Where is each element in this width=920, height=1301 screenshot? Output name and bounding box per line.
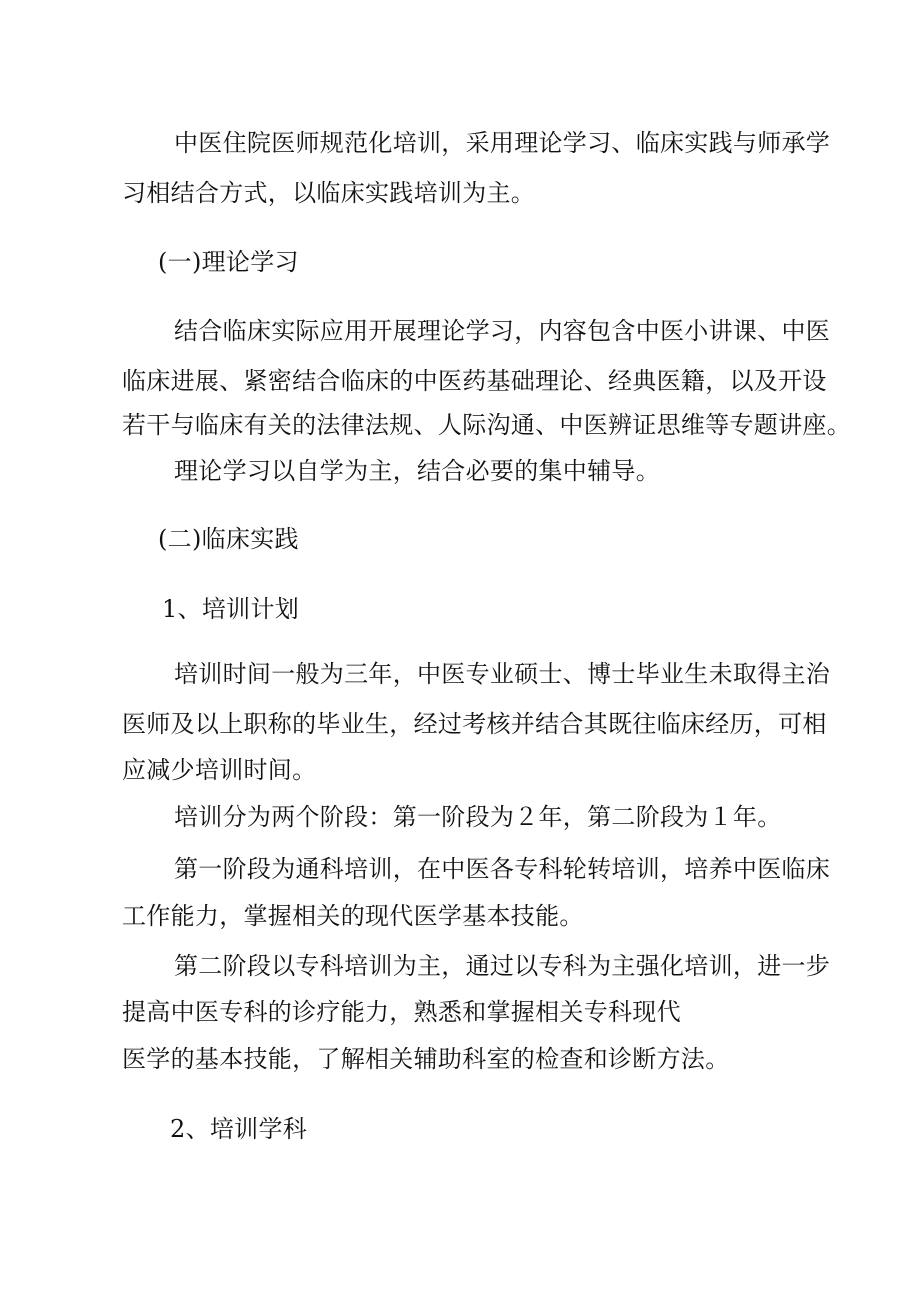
paragraph-7-line-1: 第二阶段以专科培训为主，通过以专科为主强化培训，进一步 [174, 952, 831, 980]
subheading-training-plan: 1、培训计划 [162, 595, 300, 623]
paragraph-4-line-1: 培训时间一般为三年，中医专业硕士、博士毕业生未取得主治 [174, 660, 831, 688]
paragraph-5: 培训分为两个阶段：第一阶段为２年，第二阶段为１年。 [174, 803, 782, 831]
paragraph-6-line-2: 工作能力，掌握相关的现代医学基本技能。 [122, 902, 584, 930]
paragraph-2-line-1: 结合临床实际应用开展理论学习，内容包含中医小讲课、中医 [174, 317, 831, 345]
section-heading-clinical-practice: (二)临床实践 [158, 525, 299, 553]
paragraph-2-line-2: 临床进展、紧密结合临床的中医药基础理论、经典医籍，以及开设 [122, 367, 827, 395]
paragraph-4-line-2: 医师及以上职称的毕业生，经过考核并结合其既往临床经历，可相 [122, 710, 827, 738]
subheading-training-disciplines: 2、培训学科 [170, 1115, 308, 1143]
section-heading-theory: (一)理论学习 [158, 248, 299, 276]
paragraph-1-line-1: 中医住院医师规范化培训，采用理论学习、临床实践与师承学 [174, 129, 831, 157]
paragraph-3: 理论学习以自学为主，结合必要的集中辅导。 [174, 457, 660, 485]
paragraph-1-line-2: 习相结合方式，以临床实践培训为主。 [122, 179, 536, 207]
paragraph-4-line-3: 应减少培训时间。 [122, 756, 317, 784]
paragraph-6-line-1: 第一阶段为通科培训，在中医各专科轮转培训，培养中医临床 [174, 855, 831, 883]
paragraph-7-line-2: 提高中医专科的诊疗能力，熟悉和掌握相关专科现代 [122, 998, 681, 1026]
paragraph-2-line-3: 若干与临床有关的法律法规、人际沟通、中医辨证思维等专题讲座。 [122, 411, 851, 439]
paragraph-7-line-3: 医学的基本技能，了解相关辅助科室的检查和诊断方法。 [122, 1045, 730, 1073]
